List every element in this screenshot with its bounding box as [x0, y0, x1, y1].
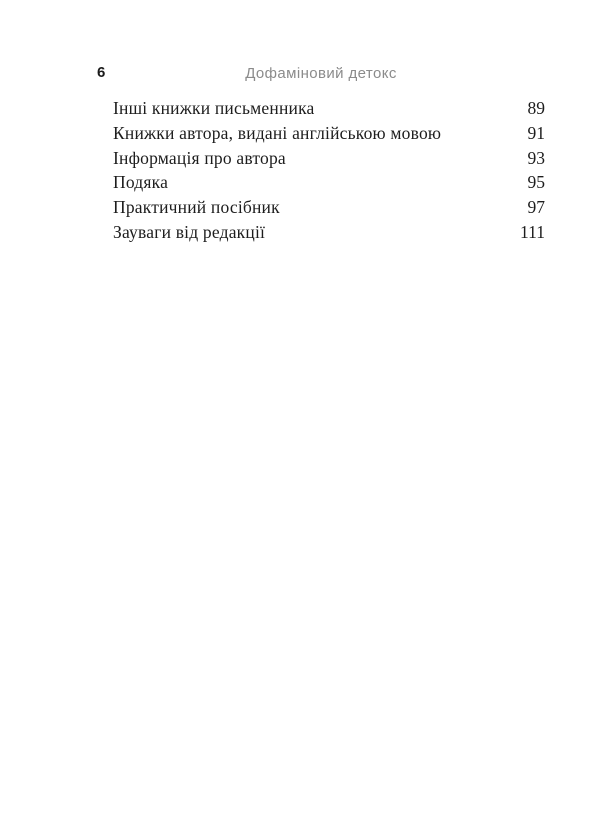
table-of-contents — [113, 96, 545, 245]
toc-entry — [113, 195, 545, 220]
toc-entry-page: 91 — [527, 122, 545, 143]
toc-entry-title: Зауваги від редакції — [113, 221, 266, 242]
toc-entry-title: Інші книжки письменника — [113, 98, 315, 118]
toc-entry-page: 111 — [520, 221, 545, 242]
toc-entry — [113, 121, 545, 146]
toc-entry — [113, 220, 545, 245]
page-number: 6 — [97, 64, 106, 81]
toc-entry — [113, 170, 545, 195]
toc-entry-page: 89 — [527, 98, 545, 118]
toc-entry-page: 97 — [527, 197, 545, 218]
toc-entry — [113, 96, 545, 121]
toc-entry-title: Книжки автора, видані англійською мовою — [113, 122, 442, 143]
toc-entry-title: Інформація про автора — [113, 147, 286, 168]
toc-entry-page: 93 — [527, 147, 545, 168]
toc-entry-title: Практичний посібник — [113, 197, 280, 218]
toc-entry — [113, 146, 545, 171]
toc-entry-page: 95 — [527, 172, 545, 193]
running-header — [97, 64, 545, 82]
running-title: Дофаміновий детокс — [245, 65, 397, 82]
toc-entry-title: Подяка — [113, 172, 169, 193]
